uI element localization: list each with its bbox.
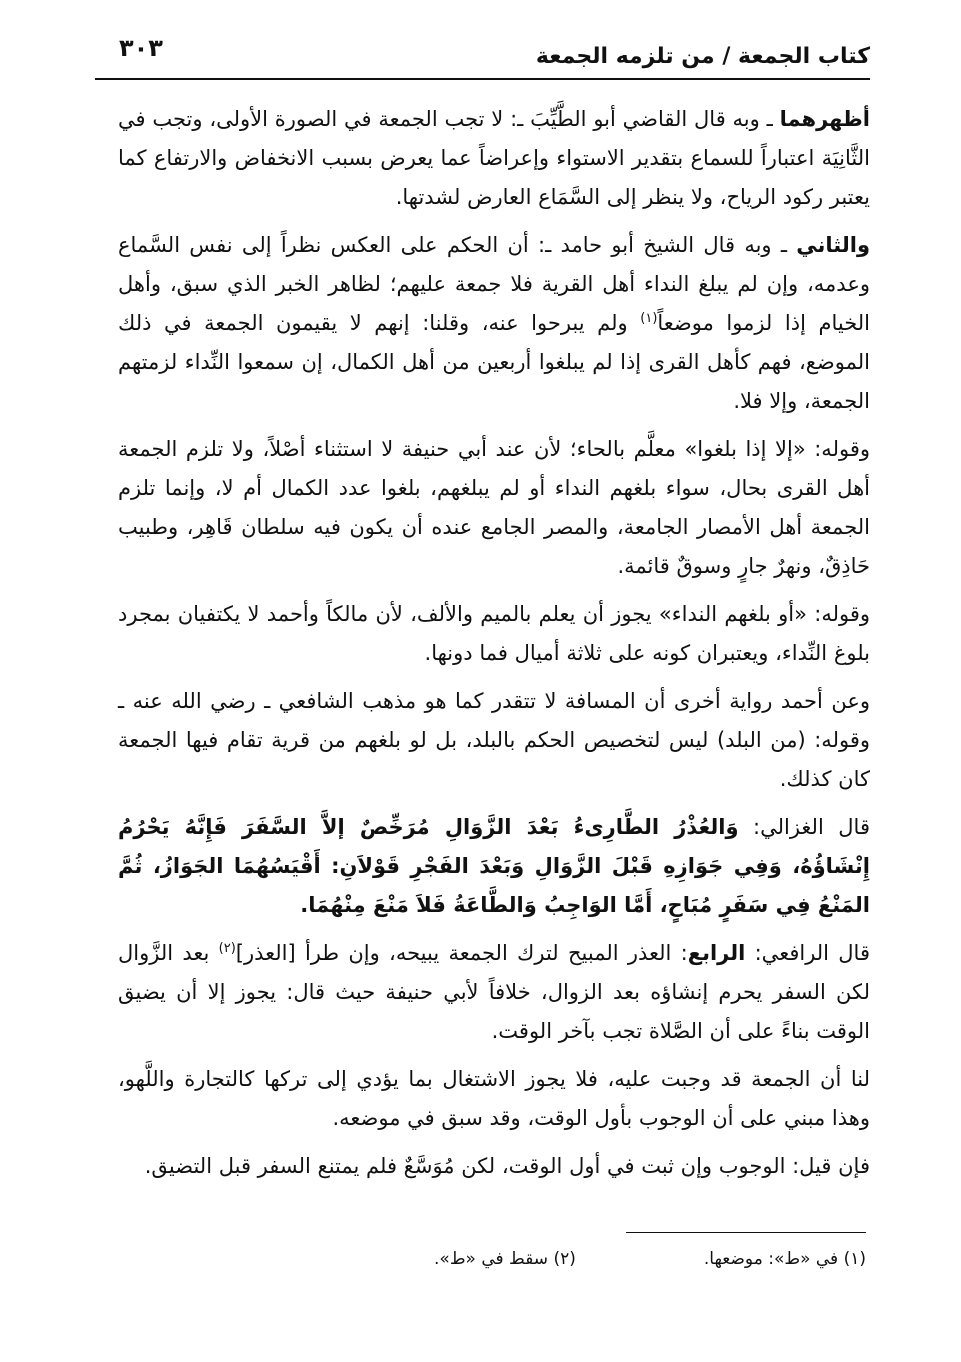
paragraph-text-continued: بعد الزَّوال لكن السفر يحرم إنشاؤه بعد الزوال، خلافاً لأبي حنيفة حيث قال: يجوز إلا أن يضيق الوقت بناءً على أن الصَّلاة تجب بآخر الوقت. (118, 941, 870, 1043)
paragraph-lead: أظهرهما (779, 107, 870, 131)
paragraph-lead: والثاني (796, 233, 870, 257)
paragraph-text: فإن قيل: الوجوب وإن ثبت في أول الوقت، لكن مُوَسَّعٌ فلم يمتنع السفر قبل التضيق. (144, 1154, 870, 1178)
paragraph-8 (118, 1060, 870, 1138)
paragraph-lead: الرابع (687, 941, 746, 965)
paragraph-text: وقوله: «إلا إذا بلغوا» معلَّم بالحاء؛ لأن عند أبي حنيفة لا استثناء أصْلاً، ولا تلزم الجمعة أهل القرى بحال، سواء بلغهم النداء أو لم يبلغهم، بلغوا عدد الكمال أم لا، وإنما تلزم الجمعة أهل الأمصار الجامعة، والمصر الجامع عنده أن يكون فيه سلطان قَاهِر، وطبيب حَاذِقٌ، ونهرٌ جارٍ وسوقٌ قائمة. (118, 437, 870, 578)
paragraph-text: : العذر المبيح لترك الجمعة يبيحه، وإن طرأ [العذر] (235, 941, 688, 965)
page-header (95, 28, 870, 80)
footnote-divider (626, 1232, 866, 1233)
paragraph-text: ـ وبه قال القاضي أبو الطَّيِّبَ ـ: لا تجب الجمعة في الصورة الأولى، وتجب في الثَّانِيَة اعتباراً للسماع بتقدير الاستواء وإعراضاً عما يعرض بسبب الانخفاض والارتفاع كما يعتبر ركود الرياح، ولا ينظر إلى السَّمَاع العارض لشدتها. (118, 107, 870, 209)
paragraph-7 (118, 934, 870, 1051)
main-text (118, 100, 870, 1195)
footnote-2: (٢) سقط في «ط». (434, 1249, 576, 1269)
paragraph-4 (118, 595, 870, 673)
paragraph-9 (118, 1147, 870, 1186)
paragraph-6 (118, 808, 870, 925)
running-title: كتاب الجمعة / من تلزمه الجمعة (535, 44, 870, 69)
header-divider (95, 78, 870, 80)
paragraph-5 (118, 682, 870, 799)
footnote-ref-2[interactable]: (٢) (218, 941, 236, 956)
paragraph-text: وقوله: «أو بلغهم النداء» يجوز أن يعلم بالميم والألف، لأن مالكاً وأحمد لا يكتفيان بمجرد بلوغ النِّداء، ويعتبران كونه على ثلاثة أميال فما دونها. (118, 602, 870, 665)
paragraph-text-continued: ولم يبرحوا عنه، وقلنا: إنهم لا يقيمون الجمعة في ذلك الموضع، فهم كأهل القرى إذا لم يبلغوا أربعين من أهل الكمال، إن سمعوا النِّداء لزمتهم الجمعة، وإلا فلا. (118, 311, 870, 413)
paragraph-2 (118, 226, 870, 421)
footnotes (106, 1246, 866, 1272)
footnote-1: (١) في «ط»: موضعها. (703, 1249, 866, 1269)
page-number: ٣٠٣ (119, 34, 163, 62)
speaker-label: قال الرافعي: (745, 941, 870, 965)
paragraph-text: لنا أن الجمعة قد وجبت عليه، فلا يجوز الاشتغال بما يؤدي إلى تركها كالتجارة واللَّهو، وهذا مبني على أن الوجوب بأول الوقت، وقد سبق في موضعه. (118, 1067, 870, 1130)
paragraph-3 (118, 430, 870, 586)
quoted-matn: وَالعُذْرُ الطَّارِىءُ بَعْدَ الزَّوَالِ مُرَخِّصٌ إلاَّ السَّفَرَ فَإِنَّهُ يَحْرُمُ إِنْشَاؤُهُ، وَفِي جَوَازِهِ قَبْلَ الزَّوَالِ وَبَعْدَ الفَجْرِ قَوْلاَنِ: أَقْيَسُهُمَا الجَوَازُ، ثُمَّ المَنْعُ فِي سَفَرٍ مُبَاحٍ، أَمَّا الوَاجِبُ وَالطَّاعَةُ فَلاَ مَنْعَ مِنْهُمَا. (118, 815, 870, 917)
footnote-ref-1[interactable]: (١) (640, 311, 658, 326)
paragraph-text: وعن أحمد رواية أخرى أن المسافة لا تتقدر كما هو مذهب الشافعي ـ رضي الله عنه ـ وقوله: (من البلد) ليس لتخصيص الحكم بالبلد، بل لو بلغهم من قرية تقام فيها الجمعة كان كذلك. (118, 689, 870, 791)
paragraph-1 (118, 100, 870, 217)
speaker-label: قال الغزالي: (738, 815, 870, 839)
paragraph-text: ـ وبه قال الشيخ أبو حامد ـ: أن الحكم على العكس نظراً إلى نفس السَّماع وعدمه، وإن لم يبلغ النداء أهل القرية فلا جمعة عليهم؛ لظاهر الخبر الذي سبق، وأهل الخيام إذا لزموا موضعاً (118, 233, 870, 335)
